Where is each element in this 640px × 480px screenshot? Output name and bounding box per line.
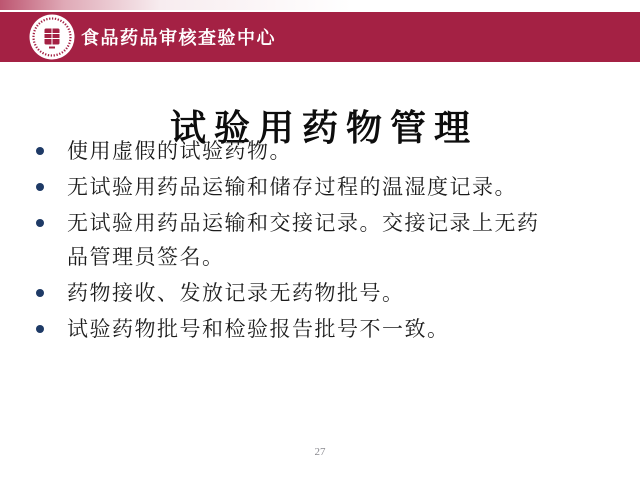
bullet-dot-icon [36, 325, 44, 333]
bullet-text: 试验药物批号和检验报告批号不一致。 [67, 317, 450, 341]
slide-title: 试验用药物管理 [169, 108, 478, 149]
cfdi-seal-icon [29, 14, 75, 60]
top-accent-stripe [0, 0, 640, 10]
bullet-text: 无试验用药品运输和储存过程的温湿度记录。 [67, 175, 517, 199]
bullet-dot-icon [36, 289, 44, 297]
page-number: 27 [314, 446, 326, 458]
list-item [34, 312, 610, 346]
header-band [0, 12, 640, 62]
org-name: 食品药品审核查验中心 [81, 28, 276, 48]
bullet-dot-icon [36, 183, 44, 191]
bullet-list [34, 134, 610, 348]
list-item [34, 170, 610, 204]
list-item [34, 134, 610, 168]
bullet-text: 使用虚假的试验药物。 [67, 139, 292, 163]
list-item [34, 276, 610, 310]
bullet-dot-icon [36, 147, 44, 155]
bullet-text: 无试验用药品运输和交接记录。交接记录上无药品管理员签名。 [67, 211, 540, 269]
list-item [34, 206, 610, 274]
bullet-dot-icon [36, 219, 44, 227]
bullet-text: 药物接收、发放记录无药物批号。 [67, 281, 405, 305]
